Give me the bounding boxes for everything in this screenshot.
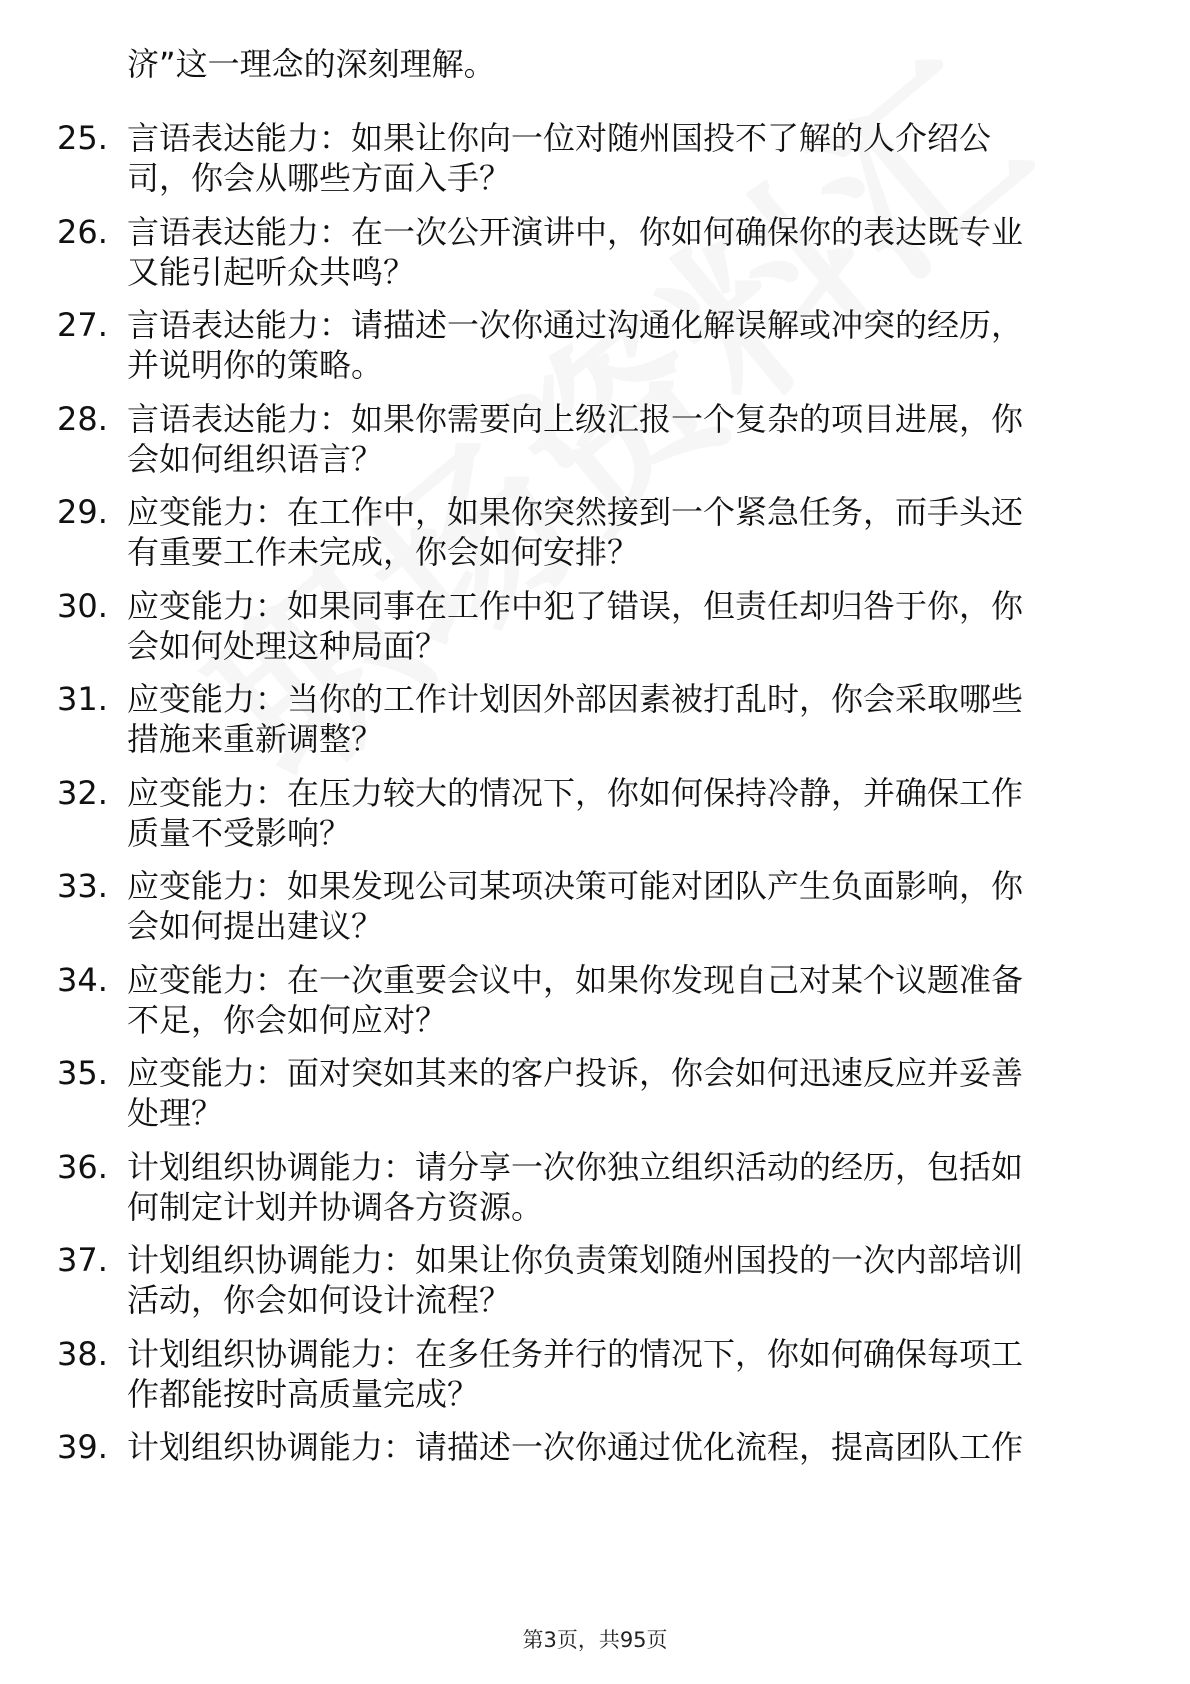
question-number: 29. [57, 493, 108, 531]
question-number: 33. [57, 867, 108, 905]
question-text: 言语表达能力：在一次公开演讲中，你如何确保你的表达既专业 [127, 212, 1024, 251]
question-text: 又能引起听众共鸣？ [127, 252, 416, 291]
question-text: 活动，你会如何设计流程？ [127, 1281, 512, 1319]
question-text: 应变能力：面对突如其来的客户投诉，你会如何迅速反应并妥善 [127, 1054, 1024, 1092]
question-text: 言语表达能力：如果让你向一位对随州国投不了解的人介绍公 [127, 119, 992, 157]
question-text: 应变能力：当你的工作计划因外部因素被打乱时，你会采取哪些 [127, 680, 1024, 718]
question-text: 计划组织协调能力：在多任务并行的情况下，你如何确保每项工 [127, 1334, 1024, 1373]
question-number: 27. [57, 306, 108, 344]
question-text: 计划组织协调能力：请描述一次你通过优化流程，提高团队工作 [127, 1428, 1024, 1466]
question-text: 应变能力：在工作中，如果你突然接到一个紧急任务，而手头还 [127, 493, 1024, 531]
question-number: 26. [57, 212, 108, 251]
question-number: 28. [57, 399, 108, 438]
question-number: 39. [57, 1428, 108, 1466]
question-number: 37. [57, 1241, 108, 1279]
question-text: 措施来重新调整？ [127, 720, 384, 758]
question-text: 有重要工作未完成，你会如何安排？ [127, 533, 640, 571]
question-text: 应变能力：在压力较大的情况下，你如何保持冷静，并确保工作 [127, 773, 1024, 812]
question-number: 25. [57, 119, 108, 157]
question-text: 会如何提出建议？ [127, 907, 384, 945]
question-text: 质量不受影响？ [127, 813, 352, 852]
question-number: 34. [57, 960, 108, 999]
question-number: 36. [57, 1147, 108, 1186]
question-text: 司，你会从哪些方面入手？ [127, 159, 512, 197]
question-number: 32. [57, 773, 108, 812]
question-text: 言语表达能力：请描述一次你通过沟通化解误解或冲突的经历， [127, 306, 1024, 344]
question-text: 并说明你的策略。 [127, 346, 384, 384]
question-text: 处理？ [127, 1094, 224, 1132]
question-text: 应变能力：在一次重要会议中，如果你发现自己对某个议题准备 [127, 960, 1024, 999]
question-text: 应变能力：如果同事在工作中犯了错误，但责任却归咎于你，你 [127, 586, 1024, 625]
question-number: 38. [57, 1334, 108, 1373]
question-text: 何制定计划并协调各方资源。 [127, 1187, 544, 1226]
question-text: 计划组织协调能力：如果让你负责策划随州国投的一次内部培训 [127, 1241, 1024, 1279]
question-text: 会如何处理这种局面？ [127, 626, 448, 665]
question-text: 应变能力：如果发现公司某项决策可能对团队产生负面影响，你 [127, 867, 1024, 905]
question-text: 作都能按时高质量完成？ [127, 1374, 480, 1413]
question-text: 计划组织协调能力：请分享一次你独立组织活动的经历，包括如 [127, 1147, 1024, 1186]
question-text: 会如何组织语言？ [127, 439, 384, 478]
question-number: 31. [57, 680, 108, 718]
question-text: 不足，你会如何应对？ [127, 1000, 448, 1039]
question-number: 30. [57, 586, 108, 625]
question-text: 言语表达能力：如果你需要向上级汇报一个复杂的项目进展，你 [127, 399, 1024, 438]
page-footer: 第3页，共95页 [522, 1628, 668, 1652]
continued-text: 济”这一理念的深刻理解。 [127, 45, 496, 83]
question-number: 35. [57, 1054, 108, 1092]
